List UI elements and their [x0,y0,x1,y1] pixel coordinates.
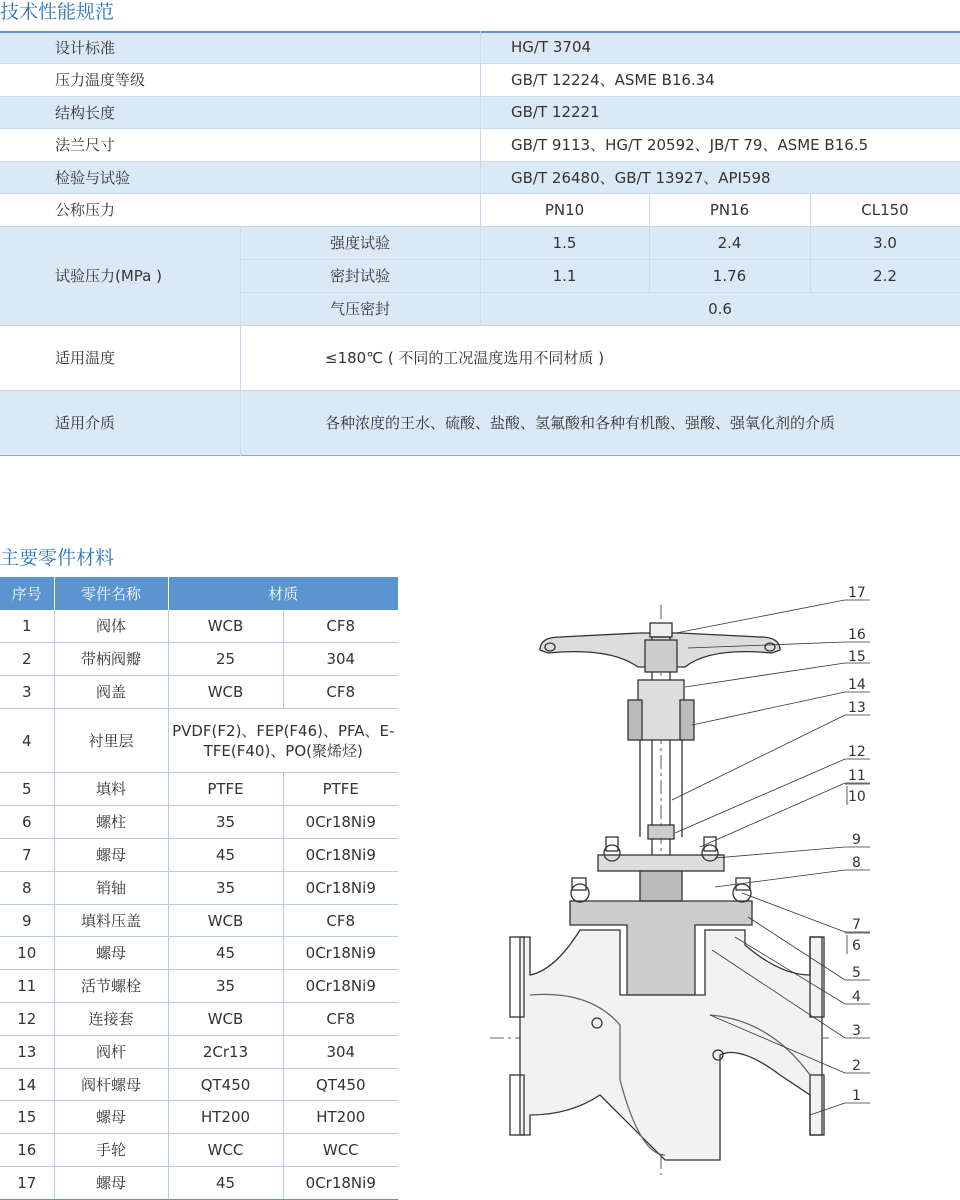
part-material-1: HT200 [168,1101,283,1134]
parts-row [0,970,398,1003]
part-material-2: HT200 [283,1101,398,1134]
part-material-2: CF8 [283,676,398,709]
part-no: 13 [0,1035,54,1068]
part-no: 3 [0,676,54,709]
spec-value-flange: GB/T 9113、HG/T 20592、JB/T 79、ASME B16.5 [511,136,869,154]
part-material-2: 0Cr18Ni9 [283,937,398,970]
part-name: 手轮 [54,1134,168,1167]
spec-value-inspection: GB/T 26480、GB/T 13927、API598 [511,168,771,187]
part-material-1: 35 [168,871,283,904]
part-material-1: 2Cr13 [168,1035,283,1068]
test-air-label: 气压密封 [329,300,390,318]
parts-table [0,577,398,1200]
part-material-2: 0Cr18Ni9 [283,970,398,1003]
parts-row [0,1068,398,1101]
part-no: 1 [0,610,54,643]
callout-4: 4 [852,989,861,1005]
callout-5: 5 [852,965,861,981]
part-material-merged: PVDF(F2)、FEP(F46)、PFA、E-TFE(F40)、PO(聚烯烃) [168,708,398,772]
parts-row [0,937,398,970]
spec-label-length: 结构长度 [55,103,116,122]
callout-3: 3 [852,1023,861,1039]
part-material-1: 25 [168,643,283,676]
part-material-1: WCB [168,676,283,709]
part-name: 螺母 [54,937,168,970]
part-material-1: 35 [168,806,283,839]
parts-row [0,871,398,904]
callout-10: 10 [848,789,866,805]
parts-row [0,806,398,839]
part-no: 17 [0,1167,54,1200]
callout-11: 11 [848,768,866,784]
parts-row [0,1134,398,1167]
parts-header-material: 材质 [168,577,398,610]
part-no: 2 [0,643,54,676]
nominal-cl150: CL150 [861,200,909,219]
spec-table [0,31,960,456]
part-name: 螺柱 [54,806,168,839]
part-no: 6 [0,806,54,839]
spec-value-length: GB/T 12221 [511,103,600,121]
part-material-1: WCC [168,1134,283,1167]
parts-row [0,1003,398,1036]
test-seal-pn10: 1.1 [552,266,577,285]
callout-labels [848,585,866,1104]
part-no: 4 [0,708,54,772]
parts-row [0,1101,398,1134]
part-material-1: 45 [168,838,283,871]
spec-value-medium: 各种浓度的王水、硫酸、盐酸、氢氟酸和各种有机酸、强酸、强氧化剂的介质 [325,414,836,432]
part-material-2: CF8 [283,610,398,643]
part-material-2: 304 [283,643,398,676]
part-material-2: CF8 [283,1003,398,1036]
part-no: 7 [0,838,54,871]
spec-label-medium: 适用介质 [55,414,116,432]
part-material-2: PTFE [283,773,398,806]
part-no: 16 [0,1134,54,1167]
part-material-1: 45 [168,937,283,970]
part-name: 螺母 [54,1167,168,1200]
parts-row [0,643,398,676]
callout-6: 6 [852,938,861,954]
part-no: 14 [0,1068,54,1101]
callout-1: 1 [852,1088,861,1104]
parts-row [0,1167,398,1200]
spec-label-flange: 法兰尺寸 [55,136,116,154]
part-name: 销轴 [54,871,168,904]
part-name: 阀杆 [54,1035,168,1068]
parts-row [0,676,398,709]
test-seal-label: 密封试验 [329,267,390,285]
spec-label-inspection: 检验与试验 [55,168,131,187]
part-material-1: WCB [168,1003,283,1036]
part-name: 阀杆螺母 [54,1068,168,1101]
valve-section-drawing [480,575,960,1200]
parts-row [0,1035,398,1068]
part-material-1: QT450 [168,1068,283,1101]
test-air-value: 0.6 [708,299,732,318]
part-material-2: 0Cr18Ni9 [283,838,398,871]
test-strength-pn10: 1.5 [552,233,577,252]
part-name: 活节螺栓 [54,970,168,1003]
part-material-2: 0Cr18Ni9 [283,806,398,839]
spec-label-temp: 适用温度 [55,349,116,367]
parts-row [0,904,398,937]
part-name: 螺母 [54,1101,168,1134]
part-no: 9 [0,904,54,937]
parts-row [0,838,398,871]
valve-outline [490,605,830,1175]
test-strength-cl150: 3.0 [873,233,897,252]
callout-8: 8 [852,855,861,871]
part-material-2: 304 [283,1035,398,1068]
callout-12: 12 [848,744,866,760]
spec-label-design-standard: 设计标准 [55,38,116,57]
part-no: 10 [0,937,54,970]
nominal-pn16: PN16 [709,200,750,219]
parts-header-name: 零件名称 [54,577,168,610]
spec-label-nominal: 公称压力 [55,201,116,219]
callout-17: 17 [848,585,866,601]
part-no: 11 [0,970,54,1003]
part-name: 带柄阀瓣 [54,643,168,676]
spec-label-test-pressure: 试验压力(MPa ) [55,267,162,285]
part-name: 阀体 [54,610,168,643]
part-material-2: WCC [283,1134,398,1167]
callout-14: 14 [848,677,866,693]
test-seal-pn16: 1.76 [712,266,747,285]
callout-7: 7 [852,917,861,933]
part-no: 15 [0,1101,54,1134]
callout-13: 13 [848,700,866,716]
part-material-1: 35 [168,970,283,1003]
part-material-1: WCB [168,904,283,937]
part-name: 填料 [54,773,168,806]
part-name: 螺母 [54,838,168,871]
test-strength-pn16: 2.4 [717,233,742,252]
callout-9: 9 [852,832,861,848]
part-material-1: 45 [168,1167,283,1200]
part-no: 12 [0,1003,54,1036]
part-material-1: WCB [168,610,283,643]
part-material-2: 0Cr18Ni9 [283,1167,398,1200]
part-name: 阀盖 [54,676,168,709]
test-strength-label: 强度试验 [329,234,390,252]
callout-15: 15 [848,649,866,665]
spec-value-temp: ≤180℃ ( 不同的工况温度选用不同材质 ) [325,349,605,367]
parts-header-no: 序号 [0,577,54,610]
spec-value-pressure-temp: GB/T 12224、ASME B16.34 [511,71,715,89]
test-seal-cl150: 2.2 [873,266,897,285]
part-name: 连接套 [54,1003,168,1036]
part-name: 衬里层 [54,708,168,772]
part-material-2: CF8 [283,904,398,937]
spec-value-design-standard: HG/T 3704 [511,38,592,56]
part-material-2: QT450 [283,1068,398,1101]
part-name: 填料压盖 [54,904,168,937]
nominal-pn10: PN10 [544,200,585,219]
callout-2: 2 [852,1058,861,1074]
parts-row [0,773,398,806]
part-no: 8 [0,871,54,904]
spec-section-title: 技术性能规范 [0,1,115,23]
spec-label-pressure-temp: 压力温度等级 [55,71,146,89]
part-material-2: 0Cr18Ni9 [283,871,398,904]
part-material-1: PTFE [168,773,283,806]
part-no: 5 [0,773,54,806]
parts-row [0,610,398,643]
parts-section-title: 主要零件材料 [0,547,115,569]
callout-16: 16 [848,627,866,643]
parts-row [0,708,398,772]
